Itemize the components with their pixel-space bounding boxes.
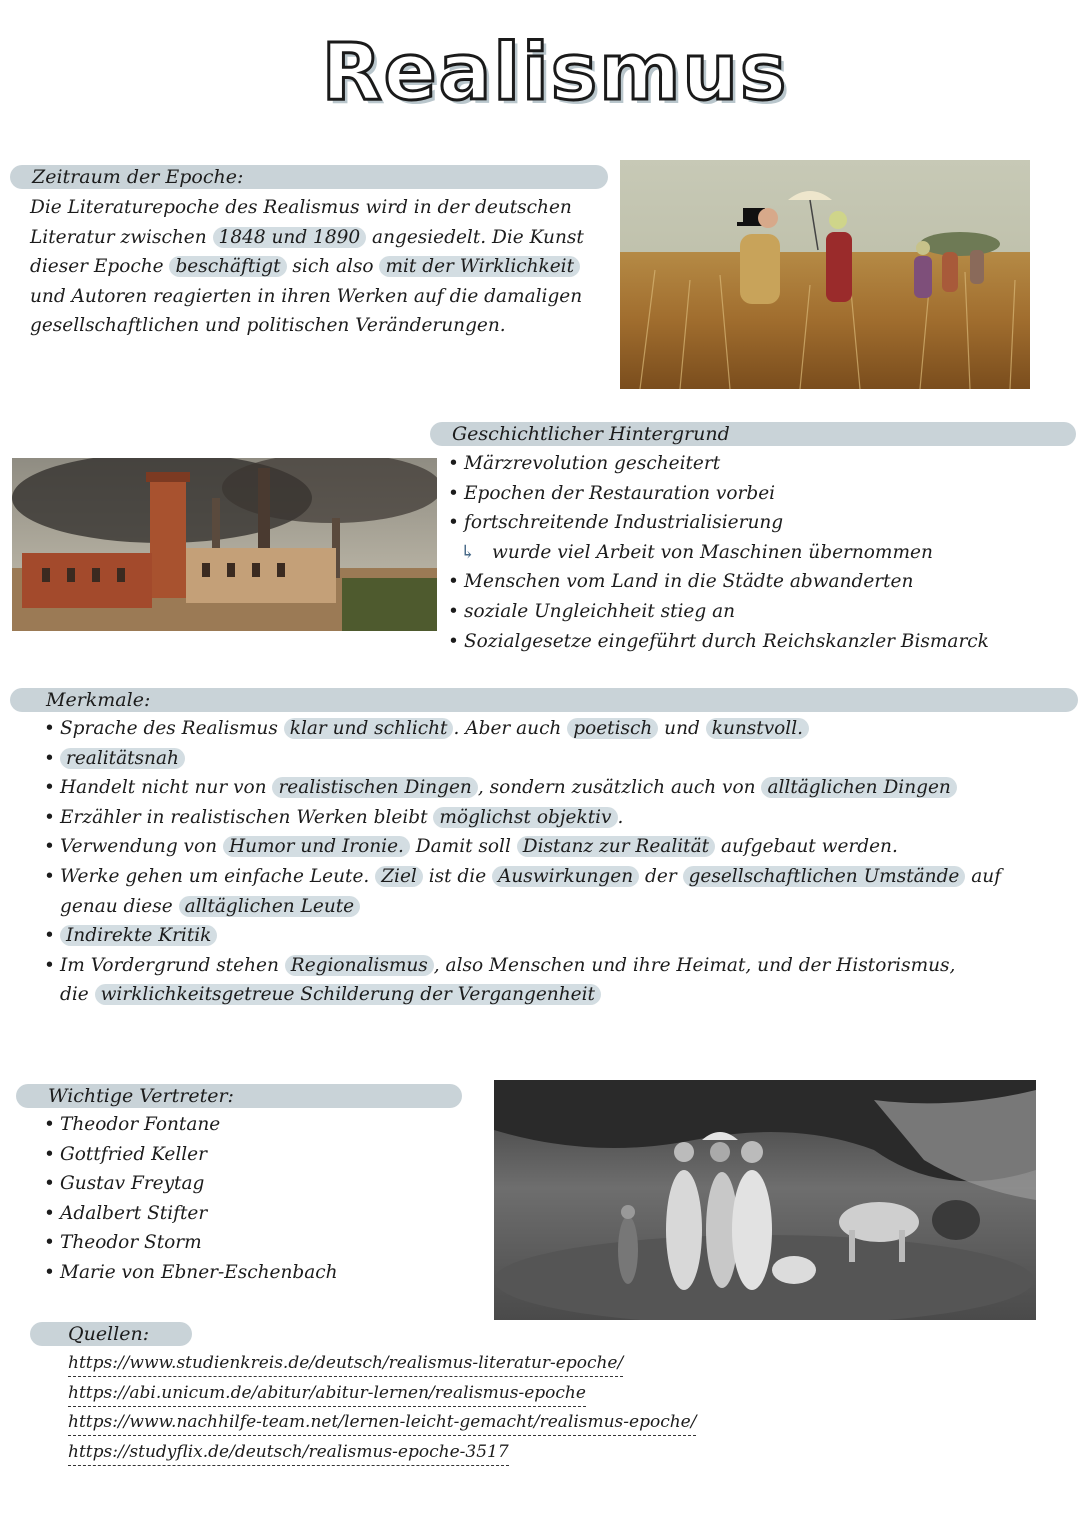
list-item: • Erzähler in realistischen Werken bleibt möglichst objektiv . <box>44 803 1044 833</box>
list-item: • Theodor Storm <box>44 1228 338 1258</box>
list-item: • Werke gehen um einfache Leute. Ziel ist die Auswirkungen der gesellschaftlichen Umstände auf genau diese alltäglichen Leute <box>44 862 1050 921</box>
hintergrund-heading: Geschichtlicher Hintergrund <box>452 423 730 445</box>
painting-factory <box>12 458 437 631</box>
list-item: • realitätsnah <box>44 744 1044 774</box>
list-item: • Im Vordergrund stehen Regionalismus , also Menschen und ihre Heimat, und der Historismus, die wirklichkeitsgetreue Schilderung der Vergangenheit <box>44 951 960 1010</box>
list-item: • Indirekte Kritik <box>44 921 1044 951</box>
zeitraum-heading: Zeitraum der Epoche: <box>32 166 244 188</box>
hintergrund-list <box>448 449 989 656</box>
list-item: • Verwendung von Humor und Ironie. Damit soll Distanz zur Realität aufgebaut werden. <box>44 832 1044 862</box>
page-title: Realismus <box>321 28 789 118</box>
vertreter-list <box>44 1110 338 1288</box>
list-item: • Theodor Fontane <box>44 1110 338 1140</box>
source-link[interactable]: https://abi.unicum.de/abitur/abitur-lernen/realismus-epoche <box>68 1380 586 1407</box>
quellen-heading: Quellen: <box>68 1323 150 1345</box>
painting-sunday-walk <box>620 160 1030 389</box>
list-item: • soziale Ungleichheit stieg an <box>448 597 989 627</box>
merkmale-list <box>44 714 1044 1010</box>
list-item: • Sozialgesetze eingeführt durch Reichskanzler Bismarck <box>448 627 989 657</box>
list-item: • Adalbert Stifter <box>44 1199 338 1229</box>
list-item: • Sprache des Realismus klar und schlicht . Aber auch poetisch und kunstvoll. <box>44 714 1044 744</box>
merkmale-heading: Merkmale: <box>46 689 151 711</box>
list-item: • Menschen vom Land in die Städte abwanderten <box>448 567 989 597</box>
painting-village-maidens <box>494 1080 1036 1320</box>
list-item: • Epochen der Restauration vorbei <box>448 479 989 509</box>
merkmale-heading-bar <box>10 688 1078 712</box>
vertreter-heading: Wichtige Vertreter: <box>48 1085 234 1107</box>
quellen-links <box>68 1350 696 1468</box>
source-link[interactable]: https://studyflix.de/deutsch/realismus-epoche-3517 <box>68 1439 509 1466</box>
list-item: • Märzrevolution gescheitert <box>448 449 989 479</box>
list-item: • Gottfried Keller <box>44 1140 338 1170</box>
zeitraum-text: Die Literaturepoche des Realismus wird in der deutschen Literatur zwischen 1848 und 1890 angesiedelt. Die Kunst dieser Epoche beschäftigt sich also mit der Wirklichkeit und Autoren reagierten in ihren Werken auf die damaligen gesellschaftlichen und politischen Veränderungen. <box>30 197 584 336</box>
list-item: • Marie von Ebner-Eschenbach <box>44 1258 338 1288</box>
source-link[interactable]: https://www.nachhilfe-team.net/lernen-leicht-gemacht/realismus-epoche/ <box>68 1409 696 1436</box>
list-item: • Handelt nicht nur von realistischen Dingen , sondern zusätzlich auch von alltäglichen Dingen <box>44 773 990 803</box>
list-item: • Gustav Freytag <box>44 1169 338 1199</box>
list-subitem: ↳ wurde viel Arbeit von Maschinen übernommen <box>448 538 989 568</box>
list-item: • fortschreitende Industrialisierung <box>448 508 989 538</box>
source-link[interactable]: https://www.studienkreis.de/deutsch/realismus-literatur-epoche/ <box>68 1350 623 1377</box>
